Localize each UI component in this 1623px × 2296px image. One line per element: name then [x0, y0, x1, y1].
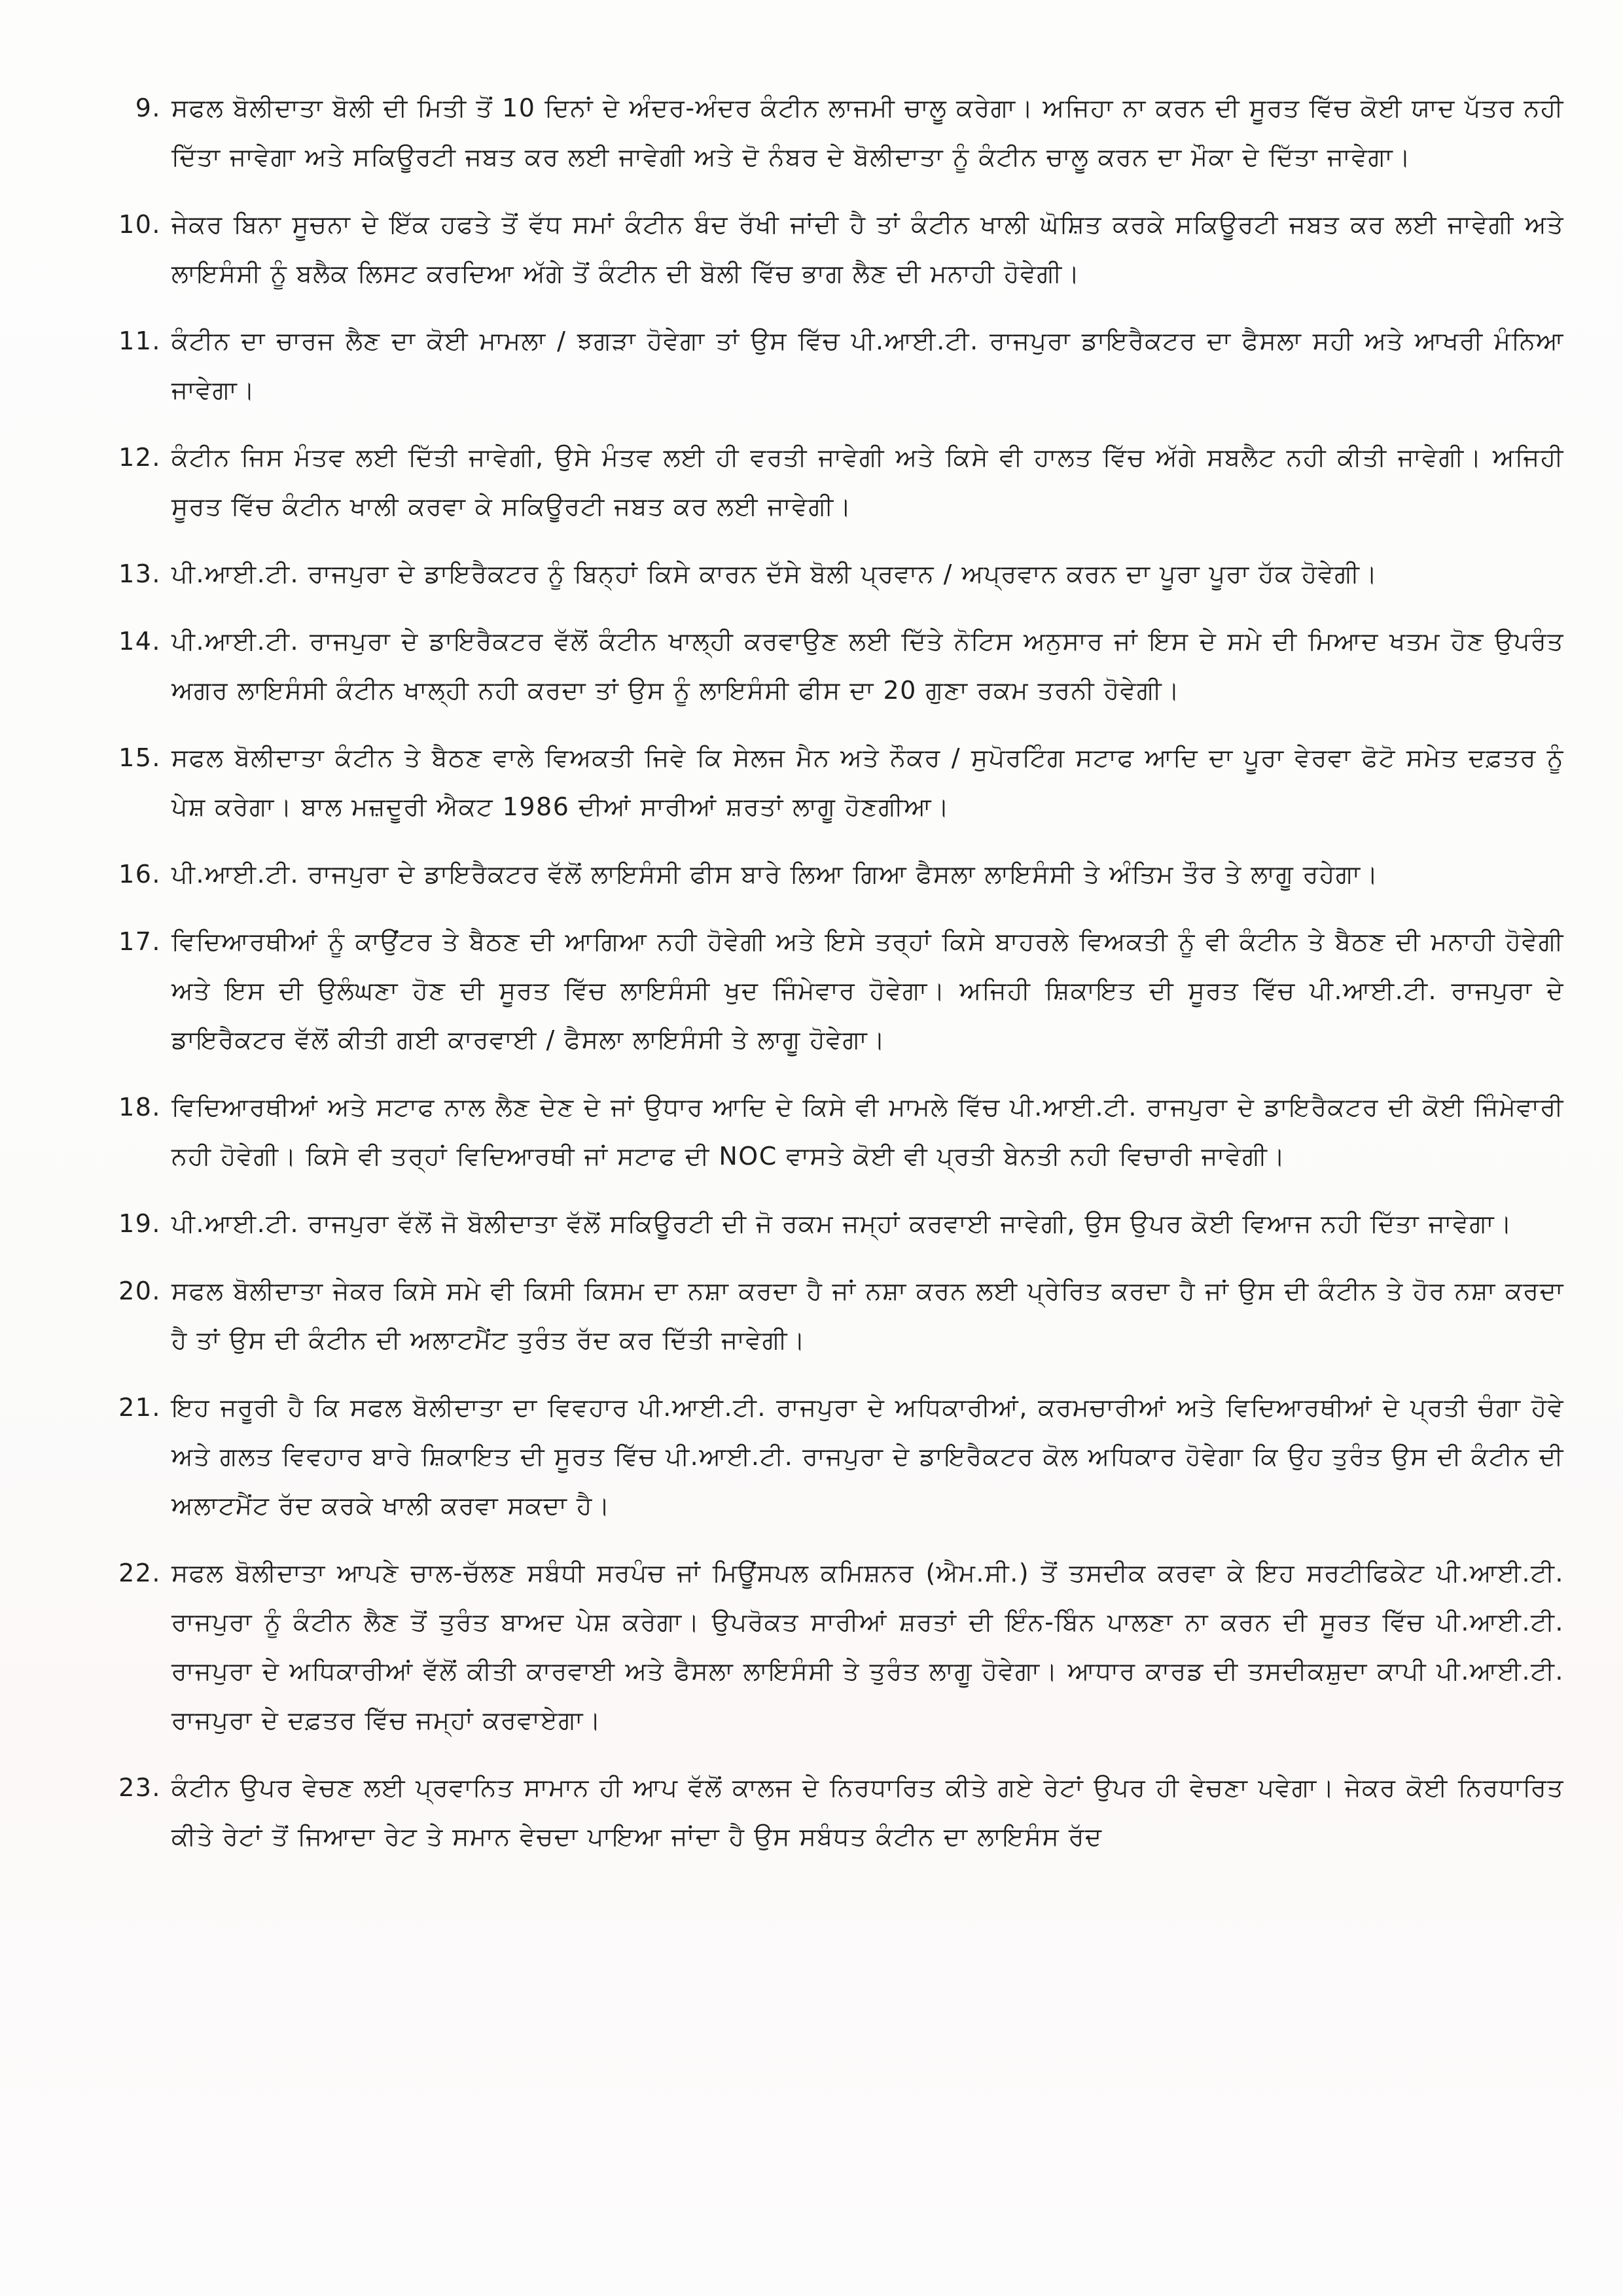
- clause-number: 19.: [118, 1209, 161, 1238]
- clause-number: 18.: [118, 1093, 161, 1122]
- clause-number: 20.: [118, 1277, 161, 1305]
- clause-text: ਕੰਟੀਨ ਦਾ ਚਾਰਜ ਲੈਣ ਦਾ ਕੋਈ ਮਾਮਲਾ / ਝਗੜਾ ਹੋਵੇਗਾ ਤਾਂ ਉਸ ਵਿੱਚ ਪੀ.ਆਈ.ਟੀ. ਰਾਜਪੁਰਾ ਡਾਇਰੈਕਟਰ ਦਾ ਫੈਸਲਾ ਸਹੀ ਅਤੇ ਆਖਰੀ ਮੰਨਿਆ ਜਾਵੇਗਾ।: [171, 327, 1564, 404]
- clause-number: 11.: [118, 327, 161, 355]
- clause-12: [98, 433, 1564, 531]
- clause-text: ਸਫਲ ਬੋਲੀਦਾਤਾ ਆਪਣੇ ਚਾਲ-ਚੱਲਣ ਸਬੰਧੀ ਸਰਪੰਚ ਜਾਂ ਮਿਊਂਸਪਲ ਕਮਿਸ਼ਨਰ (ਐਮ.ਸੀ.) ਤੋਂ ਤਸਦੀਕ ਕਰਵਾ ਕੇ ਇਹ ਸਰਟੀਫਿਕੇਟ ਪੀ.ਆਈ.ਟੀ. ਰਾਜਪੁਰਾ ਨੂੰ ਕੰਟੀਨ ਲੈਣ ਤੋਂ ਤੁਰੰਤ ਬਾਅਦ ਪੇਸ਼ ਕਰੇਗਾ। ਉਪਰੋਕਤ ਸਾਰੀਆਂ ਸ਼ਰਤਾਂ ਦੀ ਇੰਨ-ਬਿੰਨ ਪਾਲਣਾ ਨਾ ਕਰਨ ਦੀ ਸੂਰਤ ਵਿੱਚ ਪੀ.ਆਈ.ਟੀ. ਰਾਜਪੁਰਾ ਦੇ ਅਧਿਕਾਰੀਆਂ ਵੱਲੋਂ ਕੀਤੀ ਕਾਰਵਾਈ ਅਤੇ ਫੈਸਲਾ ਲਾਇਸੰਸੀ ਤੇ ਤੁਰੰਤ ਲਾਗੂ ਹੋਵੇਗਾ। ਆਧਾਰ ਕਾਰਡ ਦੀ ਤਸਦੀਕਸ਼ੁਦਾ ਕਾਪੀ ਪੀ.ਆਈ.ਟੀ. ਰਾਜਪੁਰਾ ਦੇ ਦਫ਼ਤਰ ਵਿੱਚ ਜਮ੍ਹਾਂ ਕਰਵਾਏਗਾ।: [171, 1559, 1564, 1735]
- clause-number: 22.: [118, 1559, 161, 1587]
- clause-number: 15.: [118, 743, 161, 772]
- clause-number: 9.: [135, 94, 161, 122]
- clause-text: ਕੰਟੀਨ ਉਪਰ ਵੇਚਣ ਲਈ ਪ੍ਰਵਾਨਿਤ ਸਾਮਾਨ ਹੀ ਆਪ ਵੱਲੋਂ ਕਾਲਜ ਦੇ ਨਿਰਧਾਰਿਤ ਕੀਤੇ ਗਏ ਰੇਟਾਂ ਉਪਰ ਹੀ ਵੇਚਣਾ ਪਵੇਗਾ। ਜੇਕਰ ਕੋਈ ਨਿਰਧਾਰਿਤ ਕੀਤੇ ਰੇਟਾਂ ਤੋਂ ਜਿਆਦਾ ਰੇਟ ਤੇ ਸਮਾਨ ਵੇਚਦਾ ਪਾਇਆ ਜਾਂਦਾ ਹੈ ਉਸ ਸਬੰਧਤ ਕੰਟੀਨ ਦਾ ਲਾਇਸੰਸ ਰੱਦ: [171, 1773, 1564, 1851]
- clause-text: ਸਫਲ ਬੋਲੀਦਾਤਾ ਜੇਕਰ ਕਿਸੇ ਸਮੇ ਵੀ ਕਿਸੀ ਕਿਸਮ ਦਾ ਨਸ਼ਾ ਕਰਦਾ ਹੈ ਜਾਂ ਨਸ਼ਾ ਕਰਨ ਲਈ ਪ੍ਰੇਰਿਤ ਕਰਦਾ ਹੈ ਜਾਂ ਉਸ ਦੀ ਕੰਟੀਨ ਤੇ ਹੋਰ ਨਸ਼ਾ ਕਰਦਾ ਹੈ ਤਾਂ ਉਸ ਦੀ ਕੰਟੀਨ ਦੀ ਅਲਾਟਮੈਂਟ ਤੁਰੰਤ ਰੱਦ ਕਰ ਦਿੱਤੀ ਜਾਵੇਗੀ।: [171, 1277, 1564, 1354]
- clause-10: [98, 200, 1564, 298]
- clause-number: 16.: [118, 860, 161, 889]
- clause-text: ਸਫਲ ਬੋਲੀਦਾਤਾ ਕੰਟੀਨ ਤੇ ਬੈਠਣ ਵਾਲੇ ਵਿਅਕਤੀ ਜਿਵੇ ਕਿ ਸੇਲਜ ਮੈਨ ਅਤੇ ਨੌਕਰ / ਸੁਪੋਰਟਿੰਗ ਸਟਾਫ ਆਦਿ ਦਾ ਪੂਰਾ ਵੇਰਵਾ ਫੋਟੋ ਸਮੇਤ ਦਫ਼ਤਰ ਨੂੰ ਪੇਸ਼ ਕਰੇਗਾ। ਬਾਲ ਮਜ਼ਦੂਰੀ ਐਕਟ 1986 ਦੀਆਂ ਸਾਰੀਆਂ ਸ਼ਰਤਾਂ ਲਾਗੂ ਹੋਣਗੀਆ।: [171, 743, 1564, 821]
- clause-22: [98, 1549, 1564, 1745]
- clause-text: ਪੀ.ਆਈ.ਟੀ. ਰਾਜਪੁਰਾ ਦੇ ਡਾਇਰੈਕਟਰ ਵੱਲੋਂ ਕੰਟੀਨ ਖਾਲ੍ਹੀ ਕਰਵਾਉਣ ਲਈ ਦਿੱਤੇ ਨੋਟਿਸ ਅਨੁਸਾਰ ਜਾਂ ਇਸ ਦੇ ਸਮੇ ਦੀ ਮਿਆਦ ਖਤਮ ਹੋਣ ਉਪਰੰਤ ਅਗਰ ਲਾਇਸੰਸੀ ਕੰਟੀਨ ਖਾਲ੍ਹੀ ਨਹੀ ਕਰਦਾ ਤਾਂ ਉਸ ਨੂੰ ਲਾਇਸੰਸੀ ਫੀਸ ਦਾ 20 ਗੁਣਾ ਰਕਮ ਤਰਨੀ ਹੋਵੇਗੀ।: [171, 627, 1564, 705]
- clause-text: ਪੀ.ਆਈ.ਟੀ. ਰਾਜਪੁਰਾ ਦੇ ਡਾਇਰੈਕਟਰ ਵੱਲੋਂ ਲਾਇਸੰਸੀ ਫੀਸ ਬਾਰੇ ਲਿਆ ਗਿਆ ਫੈਸਲਾ ਲਾਇਸੰਸੀ ਤੇ ਅੰਤਿਮ ਤੌਰ ਤੇ ਲਾਗੂ ਰਹੇਗਾ।: [171, 860, 1379, 889]
- clause-text: ਇਹ ਜਰੂਰੀ ਹੈ ਕਿ ਸਫਲ ਬੋਲੀਦਾਤਾ ਦਾ ਵਿਵਹਾਰ ਪੀ.ਆਈ.ਟੀ. ਰਾਜਪੁਰਾ ਦੇ ਅਧਿਕਾਰੀਆਂ, ਕਰਮਚਾਰੀਆਂ ਅਤੇ ਵਿਦਿਆਰਥੀਆਂ ਦੇ ਪ੍ਰਤੀ ਚੰਗਾ ਹੋਵੇ ਅਤੇ ਗਲਤ ਵਿਵਹਾਰ ਬਾਰੇ ਸ਼ਿਕਾਇਤ ਦੀ ਸੂਰਤ ਵਿੱਚ ਪੀ.ਆਈ.ਟੀ. ਰਾਜਪੁਰਾ ਦੇ ਡਾਇਰੈਕਟਰ ਕੋਲ ਅਧਿਕਾਰ ਹੋਵੇਗਾ ਕਿ ਉਹ ਤੁਰੰਤ ਉਸ ਦੀ ਕੰਟੀਨ ਦੀ ਅਲਾਟਮੈਂਟ ਰੱਦ ਕਰਕੇ ਖਾਲੀ ਕਰਵਾ ਸਕਦਾ ਹੈ।: [171, 1393, 1564, 1520]
- clause-number: 10.: [118, 210, 161, 239]
- clause-text: ਵਿਦਿਆਰਥੀਆਂ ਅਤੇ ਸਟਾਫ ਨਾਲ ਲੈਣ ਦੇਣ ਦੇ ਜਾਂ ਉਧਾਰ ਆਦਿ ਦੇ ਕਿਸੇ ਵੀ ਮਾਮਲੇ ਵਿੱਚ ਪੀ.ਆਈ.ਟੀ. ਰਾਜਪੁਰਾ ਦੇ ਡਾਇਰੈਕਟਰ ਦੀ ਕੋਈ ਜਿੰਮੇਵਾਰੀ ਨਹੀ ਹੋਵੇਗੀ। ਕਿਸੇ ਵੀ ਤਰ੍ਹਾਂ ਵਿਦਿਆਰਥੀ ਜਾਂ ਸਟਾਫ ਦੀ NOC ਵਾਸਤੇ ਕੋਈ ਵੀ ਪ੍ਰਤੀ ਬੇਨਤੀ ਨਹੀ ਵਿਚਾਰੀ ਜਾਵੇਗੀ।: [171, 1093, 1564, 1171]
- clause-number: 12.: [118, 443, 161, 472]
- clause-20: [98, 1267, 1564, 1365]
- clause-14: [98, 617, 1564, 715]
- clause-11: [98, 317, 1564, 415]
- clause-17: [98, 917, 1564, 1065]
- clause-16: [98, 850, 1564, 899]
- clause-23: [98, 1763, 1564, 1862]
- clause-number: 21.: [118, 1393, 161, 1422]
- clause-list: [98, 84, 1564, 1880]
- clause-19: [98, 1199, 1564, 1248]
- clause-text: ਪੀ.ਆਈ.ਟੀ. ਰਾਜਪੁਰਾ ਦੇ ਡਾਇਰੈਕਟਰ ਨੂੰ ਬਿਨ੍ਹਾਂ ਕਿਸੇ ਕਾਰਨ ਦੱਸੇ ਬੋਲੀ ਪ੍ਰਵਾਨ / ਅਪ੍ਰਵਾਨ ਕਰਨ ਦਾ ਪੂਰਾ ਪੂਰਾ ਹੱਕ ਹੋਵੇਗੀ।: [171, 559, 1378, 588]
- clause-text: ਕੰਟੀਨ ਜਿਸ ਮੰਤਵ ਲਈ ਦਿੱਤੀ ਜਾਵੇਗੀ, ਉਸੇ ਮੰਤਵ ਲਈ ਹੀ ਵਰਤੀ ਜਾਵੇਗੀ ਅਤੇ ਕਿਸੇ ਵੀ ਹਾਲਤ ਵਿੱਚ ਅੱਗੇ ਸਬਲੈਟ ਨਹੀ ਕੀਤੀ ਜਾਵੇਗੀ। ਅਜਿਹੀ ਸੂਰਤ ਵਿੱਚ ਕੰਟੀਨ ਖਾਲੀ ਕਰਵਾ ਕੇ ਸਕਿਊਰਟੀ ਜਬਤ ਕਰ ਲਈ ਜਾਵੇਗੀ।: [171, 443, 1564, 521]
- clause-text: ਪੀ.ਆਈ.ਟੀ. ਰਾਜਪੁਰਾ ਵੱਲੋਂ ਜੋ ਬੋਲੀਦਾਤਾ ਵੱਲੋਂ ਸਕਿਊਰਟੀ ਦੀ ਜੋ ਰਕਮ ਜਮ੍ਹਾਂ ਕਰਵਾਈ ਜਾਵੇਗੀ, ਉਸ ਉਪਰ ਕੋਈ ਵਿਆਜ ਨਹੀ ਦਿੱਤਾ ਜਾਵੇਗਾ।: [171, 1209, 1513, 1238]
- clause-text: ਵਿਦਿਆਰਥੀਆਂ ਨੂੰ ਕਾਉਂਟਰ ਤੇ ਬੈਠਣ ਦੀ ਆਗਿਆ ਨਹੀ ਹੋਵੇਗੀ ਅਤੇ ਇਸੇ ਤਰ੍ਹਾਂ ਕਿਸੇ ਬਾਹਰਲੇ ਵਿਅਕਤੀ ਨੂੰ ਵੀ ਕੰਟੀਨ ਤੇ ਬੈਠਣ ਦੀ ਮਨਾਹੀ ਹੋਵੇਗੀ ਅਤੇ ਇਸ ਦੀ ਉਲੰਘਣਾ ਹੋਣ ਦੀ ਸੂਰਤ ਵਿੱਚ ਲਾਇਸੰਸੀ ਖੁਦ ਜਿੰਮੇਵਾਰ ਹੋਵੇਗਾ। ਅਜਿਹੀ ਸ਼ਿਕਾਇਤ ਦੀ ਸੂਰਤ ਵਿੱਚ ਪੀ.ਆਈ.ਟੀ. ਰਾਜਪੁਰਾ ਦੇ ਡਾਇਰੈਕਟਰ ਵੱਲੋਂ ਕੀਤੀ ਗਈ ਕਾਰਵਾਈ / ਫੈਸਲਾ ਲਾਇਸੰਸੀ ਤੇ ਲਾਗੂ ਹੋਵੇਗਾ।: [171, 927, 1564, 1054]
- clause-13: [98, 550, 1564, 599]
- clause-number: 14.: [118, 627, 161, 656]
- clause-number: 23.: [118, 1773, 161, 1802]
- clause-15: [98, 733, 1564, 832]
- clause-number: 13.: [118, 559, 161, 588]
- clause-text: ਸਫਲ ਬੋਲੀਦਾਤਾ ਬੋਲੀ ਦੀ ਮਿਤੀ ਤੋਂ 10 ਦਿਨਾਂ ਦੇ ਅੰਦਰ-ਅੰਦਰ ਕੰਟੀਨ ਲਾਜਮੀ ਚਾਲੂ ਕਰੇਗਾ। ਅਜਿਹਾ ਨਾ ਕਰਨ ਦੀ ਸੂਰਤ ਵਿੱਚ ਕੋਈ ਯਾਦ ਪੱਤਰ ਨਹੀ ਦਿੱਤਾ ਜਾਵੇਗਾ ਅਤੇ ਸਕਿਊਰਟੀ ਜਬਤ ਕਰ ਲਈ ਜਾਵੇਗੀ ਅਤੇ ਦੋ ਨੰਬਰ ਦੇ ਬੋਲੀਦਾਤਾ ਨੂੰ ਕੰਟੀਨ ਚਾਲੂ ਕਰਨ ਦਾ ਮੌਕਾ ਦੇ ਦਿੱਤਾ ਜਾਵੇਗਾ।: [171, 94, 1564, 171]
- clause-number: 17.: [118, 927, 161, 956]
- clause-21: [98, 1383, 1564, 1530]
- clause-9: [98, 84, 1564, 182]
- clause-text: ਜੇਕਰ ਬਿਨਾ ਸੂਚਨਾ ਦੇ ਇੱਕ ਹਫਤੇ ਤੋਂ ਵੱਧ ਸਮਾਂ ਕੰਟੀਨ ਬੰਦ ਰੱਖੀ ਜਾਂਦੀ ਹੈ ਤਾਂ ਕੰਟੀਨ ਖਾਲੀ ਘੋਸ਼ਿਤ ਕਰਕੇ ਸਕਿਊਰਟੀ ਜਬਤ ਕਰ ਲਈ ਜਾਵੇਗੀ ਅਤੇ ਲਾਇਸੰਸੀ ਨੂੰ ਬਲੈਕ ਲਿਸਟ ਕਰਦਿਆ ਅੱਗੇ ਤੋਂ ਕੰਟੀਨ ਦੀ ਬੋਲੀ ਵਿੱਚ ਭਾਗ ਲੈਣ ਦੀ ਮਨਾਹੀ ਹੋਵੇਗੀ।: [171, 210, 1564, 288]
- clause-18: [98, 1083, 1564, 1181]
